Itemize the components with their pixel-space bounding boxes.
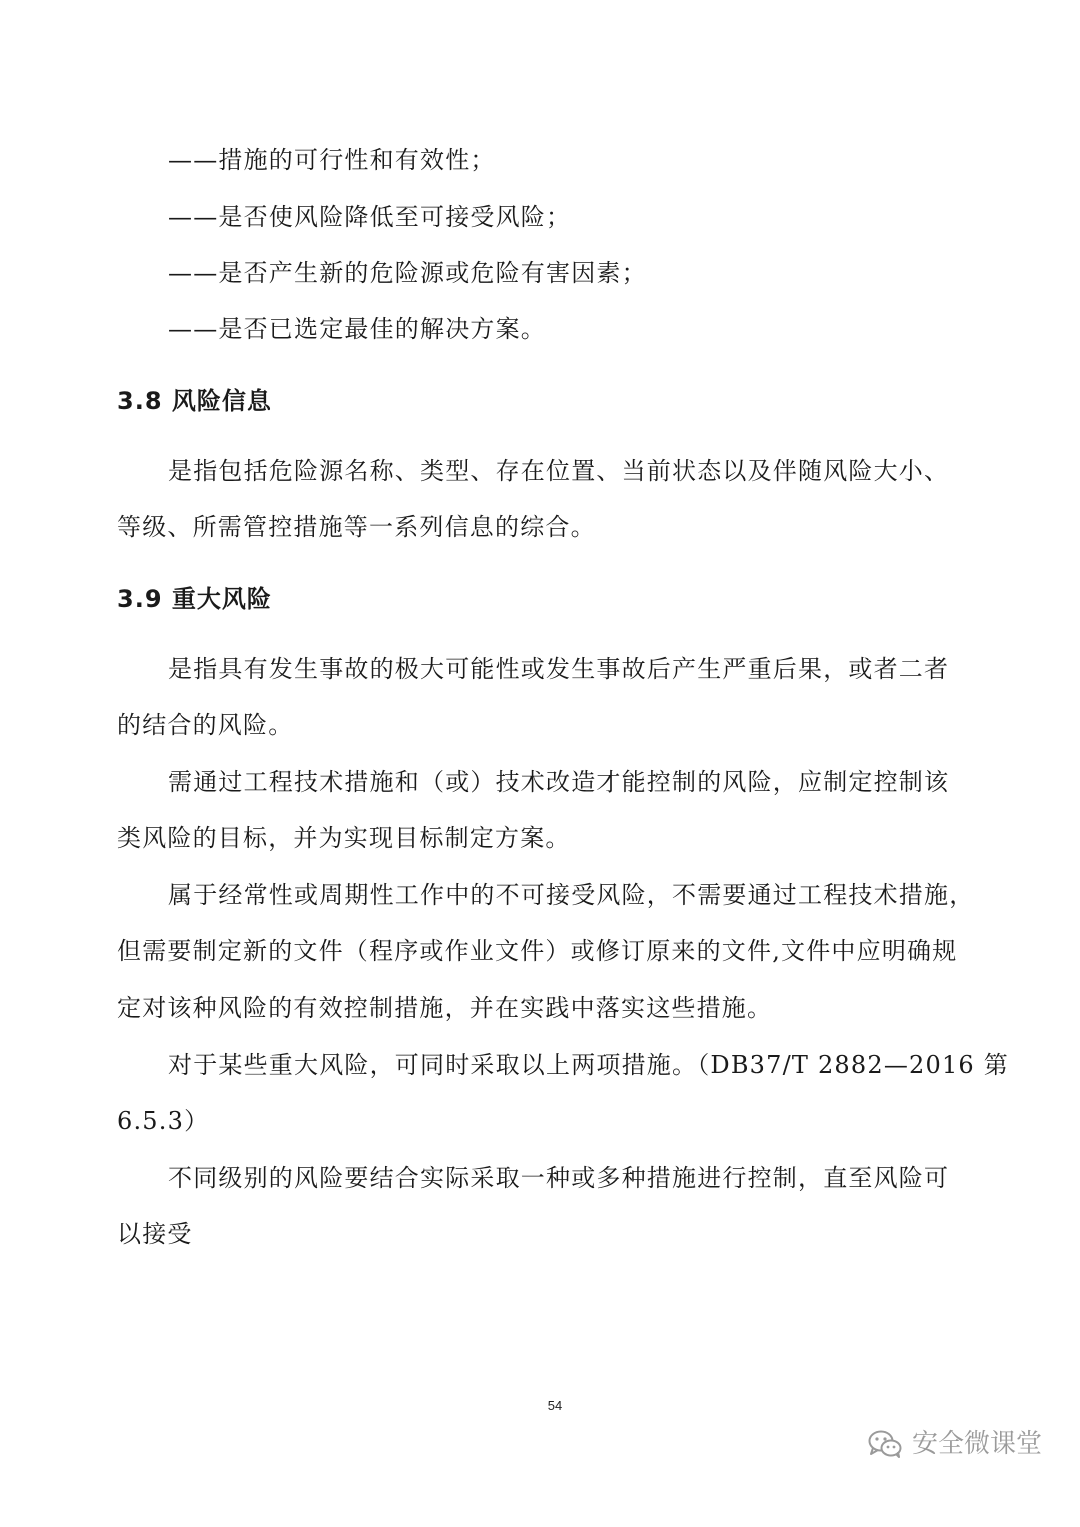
paragraph-line: 是指具有发生事故的极大可能性或发生事故后产生严重后果，或者二者 xyxy=(168,655,950,683)
page-number: 54 xyxy=(547,1398,563,1413)
paragraph-line: 但需要制定新的文件（程序或作业文件）或修订原来的文件,文件中应明确规 xyxy=(117,937,958,965)
paragraph-line: 不同级别的风险要结合实际采取一种或多种措施进行控制，直至风险可 xyxy=(168,1164,950,1192)
section-heading: 3.8 风险信息 xyxy=(117,387,272,415)
section-heading: 3.9 重大风险 xyxy=(117,585,272,613)
paragraph-line: 类风险的目标，并为实现目标制定方案。 xyxy=(117,824,571,852)
paragraph-line: 对于某些重大风险，可同时采取以上两项措施。（DB37/T 2882—2016 第 xyxy=(168,1051,1009,1079)
criteria-item: ——是否产生新的危险源或危险有害因素； xyxy=(168,259,647,287)
paragraph-line: 以接受 xyxy=(117,1220,193,1248)
watermark-text: 安全微课堂 xyxy=(911,1429,1042,1459)
paragraph-line: 的结合的风险。 xyxy=(117,711,294,739)
criteria-item: ——是否使风险降低至可接受风险； xyxy=(168,203,572,231)
paragraph-line: 属于经常性或周期性工作中的不可接受风险，不需要通过工程技术措施， xyxy=(168,881,975,909)
paragraph-line: 定对该种风险的有效控制措施，并在实践中落实这些措施。 xyxy=(117,994,773,1022)
paragraph-line: 6.5.3） xyxy=(117,1107,210,1135)
criteria-item: ——是否已选定最佳的解决方案。 xyxy=(168,315,546,343)
wechat-icon xyxy=(868,1430,902,1458)
criteria-item: ——措施的可行性和有效性； xyxy=(168,146,496,174)
paragraph-line: 需通过工程技术措施和（或）技术改造才能控制的风险，应制定控制该 xyxy=(168,768,950,796)
paragraph-line: 是指包括危险源名称、类型、存在位置、当前状态以及伴随风险大小、 xyxy=(168,457,950,485)
watermark xyxy=(868,1426,1042,1462)
paragraph-line: 等级、所需管控措施等一系列信息的综合。 xyxy=(117,513,596,541)
